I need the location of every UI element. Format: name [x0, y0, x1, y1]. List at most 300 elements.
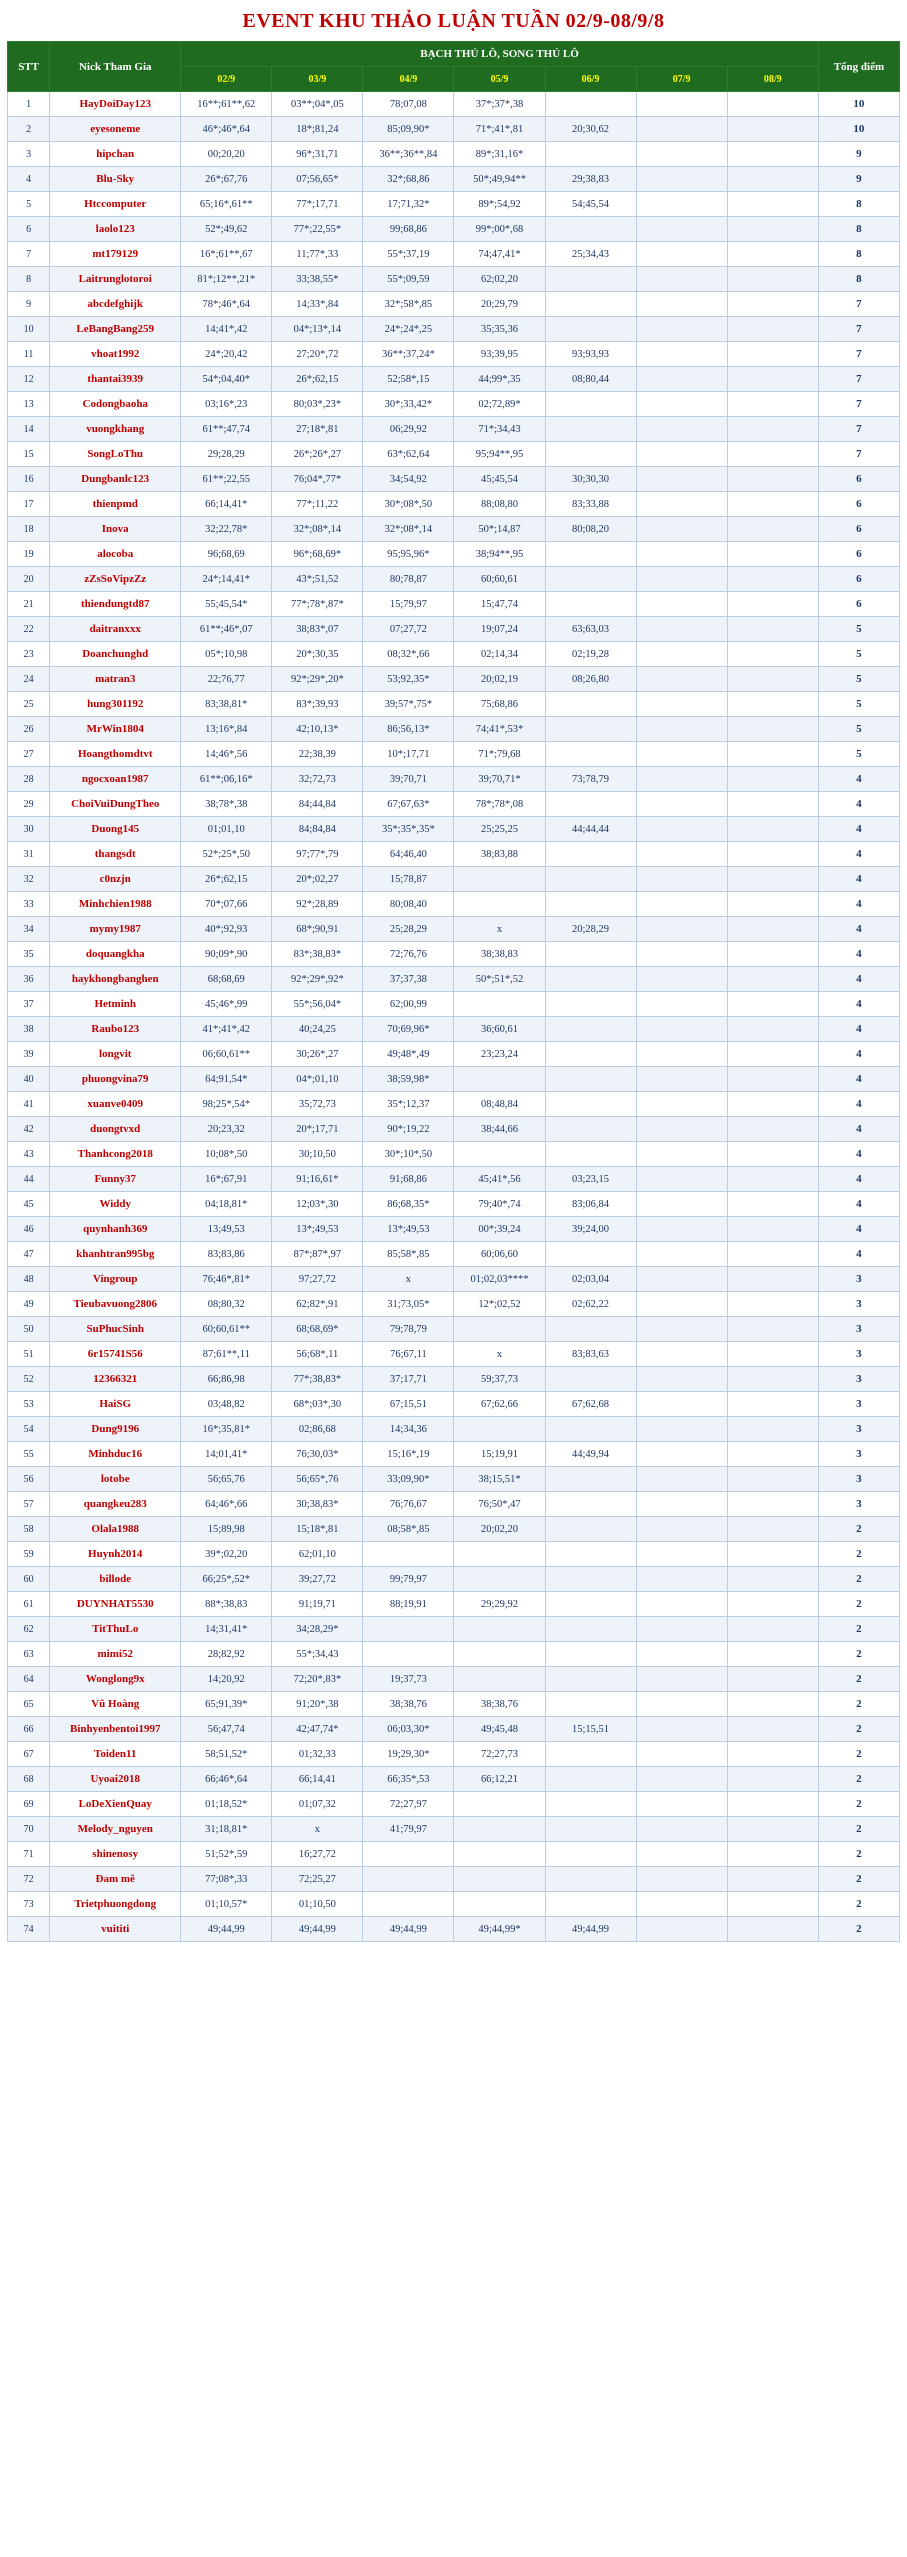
cell-day-5: [636, 1842, 727, 1867]
cell-nick[interactable]: thiendungtd87: [50, 592, 181, 617]
cell-day-3: 59;37,73: [454, 1367, 545, 1392]
cell-stt: 63: [8, 1642, 50, 1667]
cell-day-4: [545, 1792, 636, 1817]
cell-nick[interactable]: shinenosy: [50, 1842, 181, 1867]
table-row: [8, 592, 900, 617]
table-row: [8, 842, 900, 867]
cell-total: 4: [818, 867, 899, 892]
cell-day-0: 13;16*,84: [181, 717, 272, 742]
cell-day-4: 29;38,83: [545, 167, 636, 192]
cell-total: 7: [818, 417, 899, 442]
cell-nick[interactable]: Vingroup: [50, 1267, 181, 1292]
cell-nick[interactable]: Funny37: [50, 1167, 181, 1192]
cell-nick[interactable]: Hoangthomdtvt: [50, 742, 181, 767]
cell-day-4: 08;80,44: [545, 367, 636, 392]
cell-day-6: [727, 992, 818, 1017]
cell-day-4: 44;49,94: [545, 1442, 636, 1467]
cell-nick[interactable]: mimi52: [50, 1642, 181, 1667]
cell-day-3: 89*;31,16*: [454, 142, 545, 167]
table-row: [8, 392, 900, 417]
cell-day-0: 78*;46*,64: [181, 292, 272, 317]
cell-nick[interactable]: Binhyenbentoi1997: [50, 1717, 181, 1742]
cell-day-2: 80;08,40: [363, 892, 454, 917]
cell-day-0: 66;46*,64: [181, 1767, 272, 1792]
cell-total: 4: [818, 992, 899, 1017]
cell-stt: 62: [8, 1617, 50, 1642]
cell-day-4: [545, 717, 636, 742]
cell-day-3: 38;38,83: [454, 942, 545, 967]
cell-total: 2: [818, 1567, 899, 1592]
cell-day-4: [545, 317, 636, 342]
cell-day-3: [454, 1642, 545, 1667]
table-row: [8, 1242, 900, 1267]
cell-day-0: 83;83,86: [181, 1242, 272, 1267]
cell-nick[interactable]: MrWin1804: [50, 717, 181, 742]
cell-nick[interactable]: LeBangBang259: [50, 317, 181, 342]
cell-day-1: 92*;28,89: [272, 892, 363, 917]
cell-nick[interactable]: Huynh2014: [50, 1542, 181, 1567]
cell-day-2: 76;76,67: [363, 1492, 454, 1517]
table-row: [8, 717, 900, 742]
cell-nick[interactable]: alocoba: [50, 542, 181, 567]
cell-nick[interactable]: longvit: [50, 1042, 181, 1067]
cell-nick[interactable]: Thanhcong2018: [50, 1142, 181, 1167]
table-row: [8, 1742, 900, 1767]
cell-stt: 46: [8, 1217, 50, 1242]
cell-stt: 72: [8, 1867, 50, 1892]
cell-day-6: [727, 392, 818, 417]
cell-day-1: 91;16,61*: [272, 1167, 363, 1192]
cell-nick[interactable]: mymy1987: [50, 917, 181, 942]
cell-stt: 37: [8, 992, 50, 1017]
cell-day-3: 49;45,48: [454, 1717, 545, 1742]
cell-day-0: 65;16*,61**: [181, 192, 272, 217]
cell-day-1: 72;20*,83*: [272, 1667, 363, 1692]
cell-day-2: 10*;17,71: [363, 742, 454, 767]
cell-day-4: 73;78,79: [545, 767, 636, 792]
cell-nick[interactable]: vhoat1992: [50, 342, 181, 367]
cell-stt: 17: [8, 492, 50, 517]
cell-nick[interactable]: Minhduc16: [50, 1442, 181, 1467]
cell-day-3: [454, 1817, 545, 1842]
cell-day-6: [727, 417, 818, 442]
cell-day-1: 16;27,72: [272, 1842, 363, 1867]
cell-day-1: 80;03*,23*: [272, 392, 363, 417]
cell-nick[interactable]: abcdefghijk: [50, 292, 181, 317]
table-row: [8, 792, 900, 817]
cell-day-2: 66;35*,53: [363, 1767, 454, 1792]
cell-day-2: 79;78,79: [363, 1317, 454, 1342]
cell-day-2: 15;16*,19: [363, 1442, 454, 1467]
cell-day-6: [727, 1817, 818, 1842]
cell-total: 7: [818, 317, 899, 342]
cell-stt: 48: [8, 1267, 50, 1292]
cell-day-1: 01;10,50: [272, 1892, 363, 1917]
cell-total: 6: [818, 592, 899, 617]
cell-day-6: [727, 217, 818, 242]
cell-nick[interactable]: vuititi: [50, 1917, 181, 1942]
cell-total: 8: [818, 217, 899, 242]
cell-nick[interactable]: thangsdt: [50, 842, 181, 867]
cell-day-4: [545, 217, 636, 242]
cell-nick[interactable]: Dung9196: [50, 1417, 181, 1442]
table-body: [8, 92, 900, 1942]
cell-stt: 69: [8, 1792, 50, 1817]
cell-day-4: [545, 867, 636, 892]
cell-day-2: 99;68,86: [363, 217, 454, 242]
cell-day-6: [727, 1692, 818, 1717]
cell-day-6: [727, 1567, 818, 1592]
cell-day-0: 64;91,54*: [181, 1067, 272, 1092]
cell-nick[interactable]: thienpmd: [50, 492, 181, 517]
cell-nick[interactable]: Đam mê: [50, 1867, 181, 1892]
table-row: [8, 1092, 900, 1117]
cell-day-4: [545, 392, 636, 417]
cell-nick[interactable]: quangkeu283: [50, 1492, 181, 1517]
cell-day-6: [727, 1017, 818, 1042]
cell-day-4: [545, 1467, 636, 1492]
cell-day-5: [636, 842, 727, 867]
cell-stt: 14: [8, 417, 50, 442]
cell-nick[interactable]: Wonglong9x: [50, 1667, 181, 1692]
cell-nick[interactable]: Doanchunghd: [50, 642, 181, 667]
cell-day-2: 55*;37,19: [363, 242, 454, 267]
cell-day-6: [727, 1092, 818, 1117]
cell-nick[interactable]: Uyoai2018: [50, 1767, 181, 1792]
cell-stt: 3: [8, 142, 50, 167]
cell-day-5: [636, 592, 727, 617]
cell-day-6: [727, 1542, 818, 1567]
cell-day-3: [454, 1842, 545, 1867]
cell-day-5: [636, 1542, 727, 1567]
cell-nick[interactable]: doquangkha: [50, 942, 181, 967]
cell-day-6: [727, 617, 818, 642]
table-row: [8, 1717, 900, 1742]
cell-nick[interactable]: zZsSoVipzZz: [50, 567, 181, 592]
cell-day-4: 08;26,80: [545, 667, 636, 692]
cell-day-0: 54*;04,40*: [181, 367, 272, 392]
cell-day-1: 56;65*,76: [272, 1467, 363, 1492]
cell-nick[interactable]: HayDoiDay123: [50, 92, 181, 117]
cell-day-6: [727, 1217, 818, 1242]
cell-day-1: 30;38,83*: [272, 1492, 363, 1517]
cell-nick[interactable]: Raubo123: [50, 1017, 181, 1042]
cell-day-3: 67;62,66: [454, 1392, 545, 1417]
cell-nick[interactable]: quynhanh369: [50, 1217, 181, 1242]
cell-nick[interactable]: hung301192: [50, 692, 181, 717]
table-row: [8, 292, 900, 317]
cell-total: 8: [818, 267, 899, 292]
cell-day-1: 32*;08*,14: [272, 517, 363, 542]
cell-nick[interactable]: haykhongbanghen: [50, 967, 181, 992]
cell-day-3: [454, 1542, 545, 1567]
cell-day-0: 16*;67,91: [181, 1167, 272, 1192]
cell-day-0: 10;08*,50: [181, 1142, 272, 1167]
cell-nick[interactable]: lotobe: [50, 1467, 181, 1492]
cell-total: 2: [818, 1742, 899, 1767]
cell-total: 8: [818, 192, 899, 217]
cell-day-5: [636, 167, 727, 192]
cell-day-4: [545, 1867, 636, 1892]
cell-total: 9: [818, 167, 899, 192]
cell-total: 2: [818, 1867, 899, 1892]
table-row: [8, 142, 900, 167]
table-row: [8, 267, 900, 292]
cell-total: 5: [818, 642, 899, 667]
table-row: [8, 92, 900, 117]
cell-nick[interactable]: HaiSG: [50, 1392, 181, 1417]
cell-total: 4: [818, 1142, 899, 1167]
cell-day-2: 08;58*,85: [363, 1517, 454, 1542]
cell-day-0: 01;01,10: [181, 817, 272, 842]
cell-day-4: 63;63,03: [545, 617, 636, 642]
cell-nick[interactable]: Duong145: [50, 817, 181, 842]
cell-total: 6: [818, 467, 899, 492]
table-row: [8, 167, 900, 192]
table-row: [8, 942, 900, 967]
cell-day-4: [545, 792, 636, 817]
cell-day-0: 05*;10,98: [181, 642, 272, 667]
cell-day-2: 99;79,97: [363, 1567, 454, 1592]
cell-total: 2: [818, 1542, 899, 1567]
cell-day-0: 01;18,52*: [181, 1792, 272, 1817]
cell-day-1: 34;28,29*: [272, 1617, 363, 1642]
cell-total: 5: [818, 692, 899, 717]
table-row: [8, 192, 900, 217]
cell-stt: 47: [8, 1242, 50, 1267]
cell-nick[interactable]: Dungbanlc123: [50, 467, 181, 492]
cell-total: 10: [818, 92, 899, 117]
table-row: [8, 1492, 900, 1517]
table-row: [8, 1192, 900, 1217]
cell-nick[interactable]: Htccomputer: [50, 192, 181, 217]
cell-total: 2: [818, 1917, 899, 1942]
cell-day-5: [636, 467, 727, 492]
cell-day-2: 32*;68,86: [363, 167, 454, 192]
cell-nick[interactable]: xuanve0409: [50, 1092, 181, 1117]
table-row: [8, 442, 900, 467]
cell-nick[interactable]: laolo123: [50, 217, 181, 242]
cell-day-6: [727, 1617, 818, 1642]
cell-day-2: 90*;19,22: [363, 1117, 454, 1142]
cell-nick[interactable]: Widdy: [50, 1192, 181, 1217]
page-title: EVENT KHU THẢO LUẬN TUẦN 02/9-08/9/8: [242, 10, 665, 32]
cell-day-6: [727, 1792, 818, 1817]
cell-day-5: [636, 1242, 727, 1267]
cell-nick[interactable]: 6r15741S56: [50, 1342, 181, 1367]
cell-nick[interactable]: LoDeXienQuay: [50, 1792, 181, 1817]
cell-nick[interactable]: matran3: [50, 667, 181, 692]
cell-day-4: [545, 142, 636, 167]
cell-nick[interactable]: eyesoneme: [50, 117, 181, 142]
cell-stt: 21: [8, 592, 50, 617]
cell-day-4: [545, 1242, 636, 1267]
cell-nick[interactable]: thantai3939: [50, 367, 181, 392]
table-row: [8, 1792, 900, 1817]
cell-stt: 10: [8, 317, 50, 342]
cell-nick[interactable]: Tieubavuong2806: [50, 1292, 181, 1317]
cell-total: 5: [818, 617, 899, 642]
cell-day-3: [454, 867, 545, 892]
cell-nick[interactable]: DUYNHAT5530: [50, 1592, 181, 1617]
cell-stt: 38: [8, 1017, 50, 1042]
cell-nick[interactable]: daitranxxx: [50, 617, 181, 642]
cell-day-0: 87;61**,11: [181, 1342, 272, 1367]
cell-total: 4: [818, 917, 899, 942]
cell-day-1: 14;33*,84: [272, 292, 363, 317]
cell-day-1: 11;77*,33: [272, 242, 363, 267]
cell-day-0: 38;78*,38: [181, 792, 272, 817]
cell-day-1: 03**;04*,05: [272, 92, 363, 117]
cell-day-6: [727, 1242, 818, 1267]
cell-nick[interactable]: mt179129: [50, 242, 181, 267]
cell-nick[interactable]: ngocxoan1987: [50, 767, 181, 792]
cell-day-5: [636, 967, 727, 992]
cell-total: 2: [818, 1642, 899, 1667]
cell-total: 4: [818, 1167, 899, 1192]
cell-day-5: [636, 667, 727, 692]
cell-day-1: 35;72,73: [272, 1092, 363, 1117]
cell-total: 5: [818, 717, 899, 742]
cell-stt: 36: [8, 967, 50, 992]
table-row: [8, 867, 900, 892]
cell-nick[interactable]: vuongkhang: [50, 417, 181, 442]
cell-nick[interactable]: billode: [50, 1567, 181, 1592]
cell-stt: 25: [8, 692, 50, 717]
table-row: [8, 992, 900, 1017]
cell-nick[interactable]: Vũ Hoàng: [50, 1692, 181, 1717]
cell-stt: 59: [8, 1542, 50, 1567]
cell-nick[interactable]: Minhchien1988: [50, 892, 181, 917]
cell-nick[interactable]: Inova: [50, 517, 181, 542]
cell-nick[interactable]: SongLoThu: [50, 442, 181, 467]
cell-day-4: [545, 1542, 636, 1567]
cell-total: 4: [818, 842, 899, 867]
cell-day-3: [454, 1317, 545, 1342]
table-row: [8, 1642, 900, 1667]
table-row: [8, 1217, 900, 1242]
cell-day-3: 75;68,86: [454, 692, 545, 717]
cell-day-4: [545, 942, 636, 967]
cell-day-2: 37;37,38: [363, 967, 454, 992]
cell-nick[interactable]: Codongbaoha: [50, 392, 181, 417]
cell-day-6: [727, 742, 818, 767]
cell-day-3: [454, 992, 545, 1017]
cell-day-5: [636, 1692, 727, 1717]
table-row: [8, 767, 900, 792]
cell-stt: 64: [8, 1667, 50, 1692]
cell-day-4: 25;34,43: [545, 242, 636, 267]
cell-day-6: [727, 667, 818, 692]
cell-stt: 15: [8, 442, 50, 467]
cell-stt: 44: [8, 1167, 50, 1192]
cell-total: 3: [818, 1417, 899, 1442]
cell-day-2: 95;95,96*: [363, 542, 454, 567]
cell-day-5: [636, 1317, 727, 1342]
cell-day-6: [727, 1892, 818, 1917]
cell-day-0: 14;41*,42: [181, 317, 272, 342]
cell-nick[interactable]: duongtvxd: [50, 1117, 181, 1142]
cell-nick[interactable]: TitThuLo: [50, 1617, 181, 1642]
cell-nick[interactable]: khanhtran995bg: [50, 1242, 181, 1267]
cell-day-5: [636, 567, 727, 592]
cell-day-2: 19;29,30*: [363, 1742, 454, 1767]
cell-day-6: [727, 967, 818, 992]
cell-day-0: 66;25*,52*: [181, 1567, 272, 1592]
cell-day-2: 88;19,91: [363, 1592, 454, 1617]
cell-day-1: 87*;87*,97: [272, 1242, 363, 1267]
cell-day-0: 55;45,54*: [181, 592, 272, 617]
cell-total: 2: [818, 1517, 899, 1542]
table-row: [8, 1017, 900, 1042]
cell-day-2: 25;28,29: [363, 917, 454, 942]
cell-total: 4: [818, 1217, 899, 1242]
cell-stt: 43: [8, 1142, 50, 1167]
cell-day-3: 38;94**,95: [454, 542, 545, 567]
cell-nick[interactable]: 12366321: [50, 1367, 181, 1392]
cell-day-0: 64;46*,66: [181, 1492, 272, 1517]
cell-stt: 20: [8, 567, 50, 592]
cell-nick[interactable]: Blu-Sky: [50, 167, 181, 192]
cell-day-1: 27;20*,72: [272, 342, 363, 367]
cell-day-6: [727, 1117, 818, 1142]
cell-nick[interactable]: Melody_nguyen: [50, 1817, 181, 1842]
cell-day-2: 15;79,97: [363, 592, 454, 617]
cell-day-4: [545, 1367, 636, 1392]
table-row: [8, 1317, 900, 1342]
cell-nick[interactable]: Olala1988: [50, 1517, 181, 1542]
cell-day-1: 77*;78*,87*: [272, 592, 363, 617]
cell-nick[interactable]: Laitrunglotoroi: [50, 267, 181, 292]
cell-day-0: 39*;02,20: [181, 1542, 272, 1567]
cell-nick[interactable]: SuPhucSinh: [50, 1317, 181, 1342]
cell-total: 6: [818, 517, 899, 542]
cell-nick[interactable]: Trietphuongdong: [50, 1892, 181, 1917]
cell-stt: 74: [8, 1917, 50, 1942]
header-day-1: 03/9: [272, 67, 363, 92]
cell-day-5: [636, 342, 727, 367]
cell-day-1: 62;82*,91: [272, 1292, 363, 1317]
cell-day-1: 91;20*,38: [272, 1692, 363, 1717]
cell-day-1: 22;38,39: [272, 742, 363, 767]
cell-day-1: 30;10,50: [272, 1142, 363, 1167]
cell-day-6: [727, 117, 818, 142]
cell-day-2: 39;70,71: [363, 767, 454, 792]
cell-day-5: [636, 892, 727, 917]
cell-nick[interactable]: c0nzjn: [50, 867, 181, 892]
cell-day-5: [636, 317, 727, 342]
cell-nick[interactable]: phuongvina79: [50, 1067, 181, 1092]
cell-day-6: [727, 1342, 818, 1367]
cell-stt: 66: [8, 1717, 50, 1742]
cell-day-4: [545, 1892, 636, 1917]
cell-day-2: 76;67,11: [363, 1342, 454, 1367]
cell-day-0: 16**;61**,62: [181, 92, 272, 117]
cell-total: 2: [818, 1692, 899, 1717]
cell-nick[interactable]: ChoiVuiDungTheo: [50, 792, 181, 817]
cell-day-0: 28;82,92: [181, 1642, 272, 1667]
cell-nick[interactable]: hipchan: [50, 142, 181, 167]
cell-day-5: [636, 1417, 727, 1442]
cell-day-4: [545, 567, 636, 592]
cell-day-6: [727, 1367, 818, 1392]
cell-stt: 24: [8, 667, 50, 692]
cell-day-3: 35;35,36: [454, 317, 545, 342]
cell-day-5: [636, 1392, 727, 1417]
cell-nick[interactable]: Hetminh: [50, 992, 181, 1017]
cell-nick[interactable]: Toiden11: [50, 1742, 181, 1767]
cell-day-5: [636, 1117, 727, 1142]
